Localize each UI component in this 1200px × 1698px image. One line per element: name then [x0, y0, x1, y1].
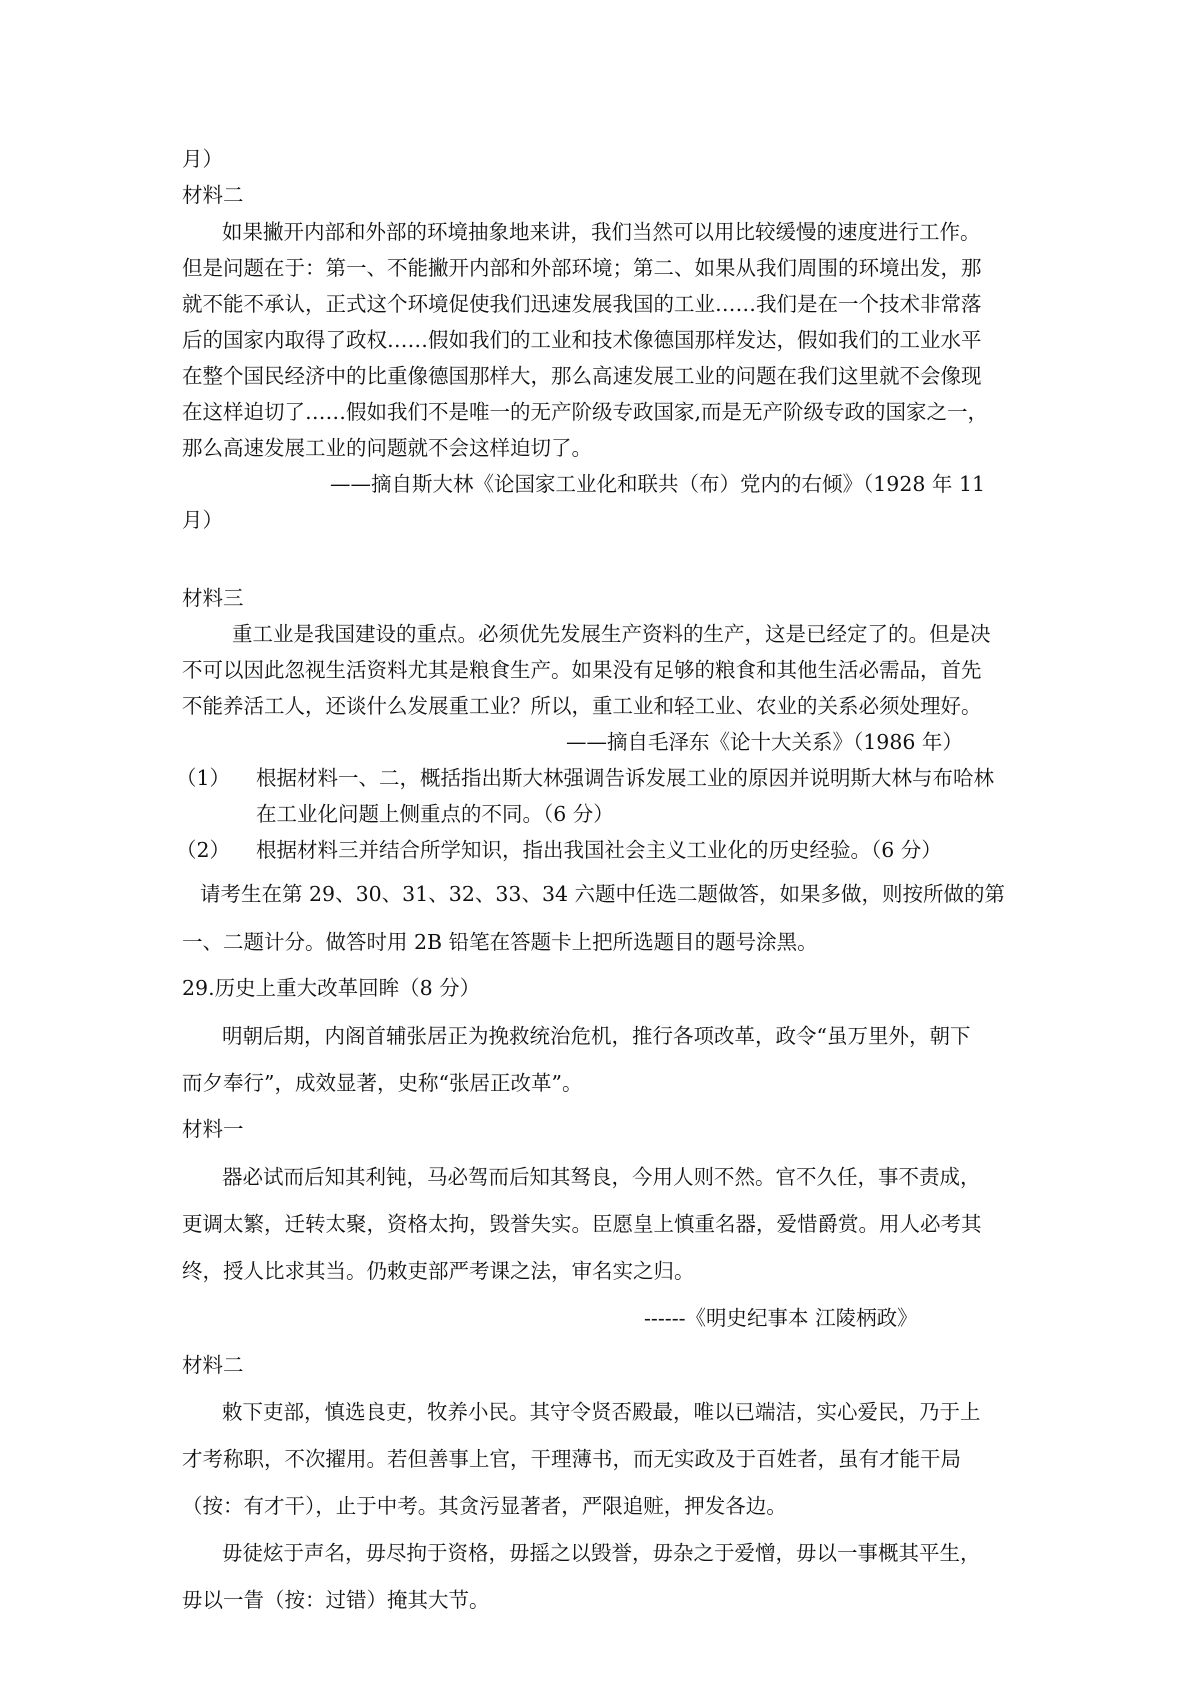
question-29-title: 29.历史上重大改革回眸（8 分） — [182, 976, 481, 1000]
section-heading-material-3: 材料三 — [182, 586, 244, 610]
text-line: 器必试而后知其利钝，马必驾而后知其驽良，今用人则不然。官不久任，事不责成， — [222, 1165, 981, 1189]
text-line: 如果撇开内部和外部的环境抽象地来讲，我们当然可以用比较缓慢的速度进行工作。 — [222, 220, 981, 244]
section-heading-material-1: 材料一 — [182, 1117, 244, 1141]
question-1-text: 根据材料一、二，概括指出斯大林强调告诉发展工业的原因并说明斯大林与布哈林 — [256, 766, 994, 790]
text-line: 不能养活工人，还谈什么发展重工业？所以，重工业和轻工业、农业的关系必须处理好。 — [182, 694, 982, 718]
question-number-2: （2） — [176, 838, 231, 862]
text-line: 而夕奉行”，成效显著，史称“张居正改革”。 — [182, 1071, 583, 1095]
text-line: 月） — [182, 508, 223, 532]
citation-mingshi: ------《明史纪事本 江陵柄政》 — [644, 1306, 918, 1330]
text-line: 后的国家内取得了政权……假如我们的工业和技术像德国那样发达，假如我们的工业水平 — [182, 328, 982, 352]
text-line: 不可以因此忽视生活资料尤其是粮食生产。如果没有足够的粮食和其他生活必需品，首先 — [182, 658, 982, 682]
text-line: 重工业是我国建设的重点。必须优先发展生产资料的生产，这是已经定了的。但是决 — [232, 622, 991, 646]
text-line: 明朝后期，内阁首辅张居正为挽救统治危机，推行各项改革，政令“虽万里外，朝下 — [222, 1024, 971, 1048]
question-2-text: 根据材料三并结合所学知识，指出我国社会主义工业化的历史经验。（6 分） — [256, 838, 942, 862]
text-line: 终，授人比求其当。仍敕吏部严考课之法，审名实之归。 — [182, 1259, 695, 1283]
text-line: 敕下吏部，慎选良吏，牧养小民。其守令贤否殿最，唯以已端洁，实心爱民，乃于上 — [222, 1400, 981, 1424]
section-heading-material-2: 材料二 — [182, 183, 244, 207]
text-line: 那么高速发展工业的问题就不会这样迫切了。 — [182, 436, 592, 460]
section-heading-material-2b: 材料二 — [182, 1353, 244, 1377]
citation-stalin: ——摘自斯大林《论国家工业化和联共（布）党内的右倾》（1928 年 11 — [330, 472, 986, 496]
question-number-1: （1） — [176, 766, 231, 790]
citation-mao: ——摘自毛泽东《论十大关系》（1986 年） — [566, 730, 963, 754]
text-line: 在这样迫切了……假如我们不是唯一的无产阶级专政国家,而是无产阶级专政的国家之一， — [182, 400, 989, 424]
text-line: 在整个国民经济中的比重像德国那样大，那么高速发展工业的问题在我们这里就不会像现 — [182, 364, 982, 388]
instruction-line: 请考生在第 29、30、31、32、33、34 六题中任选二题做答，如果多做，则按所做的第 — [200, 882, 1006, 906]
text-line: 毋徒炫于声名，毋尽拘于资格，毋摇之以毁誉，毋杂之于爱憎，毋以一事概其平生， — [222, 1541, 981, 1565]
instruction-line: 一、二题计分。做答时用 2B 铅笔在答题卡上把所选题目的题号涂黑。 — [182, 930, 818, 954]
text-line: （按：有才干），止于中考。其贪污显著者，严限追赃，押发各边。 — [182, 1494, 787, 1518]
text-line: 毋以一眚（按：过错）掩其大节。 — [182, 1588, 490, 1612]
text-line: 就不能不承认，正式这个环境促使我们迅速发展我国的工业……我们是在一个技术非常落 — [182, 292, 982, 316]
question-1-text-cont: 在工业化问题上侧重点的不同。（6 分） — [256, 802, 614, 826]
text-line: 才考称职，不次擢用。若但善事上官，干理薄书，而无实政及于百姓者，虽有才能干局 — [182, 1447, 961, 1471]
text-line: 更调太繁，迁转太聚，资格太拘，毁誉失实。臣愿皇上慎重名器，爱惜爵赏。用人必考其 — [182, 1212, 982, 1236]
text-line: 月） — [182, 147, 223, 171]
text-line: 但是问题在于：第一、不能撇开内部和外部环境；第二、如果从我们周围的环境出发，那 — [182, 256, 982, 280]
